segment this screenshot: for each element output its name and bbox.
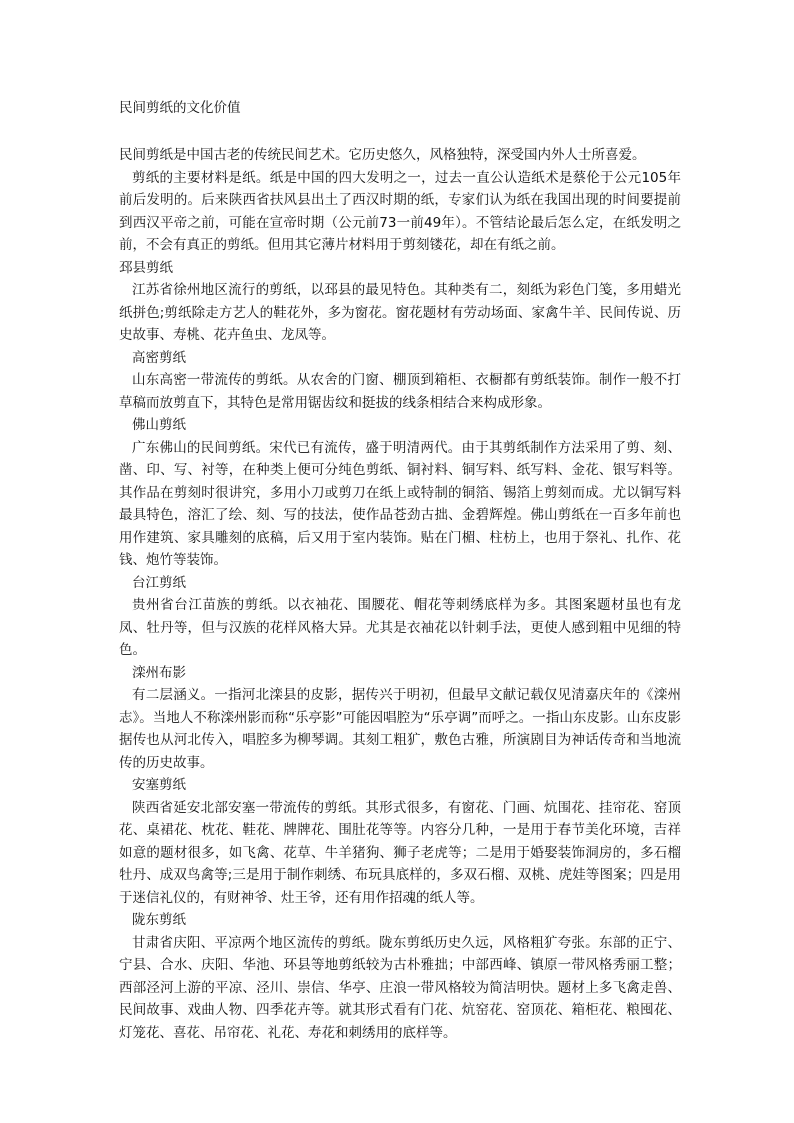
materials-paragraph: 剪纸的主要材料是纸。纸是中国的四大发明之一，过去一直公认造纸术是蔡伦于公元105年前后发明的。后来陕西省扶风县出土了西汉时期的纸，专家们认为纸在我国出现的时间要提前到西汉平帝之前，可能在宣帝时期（公元前73一前49年）。不管结论最后怎么定，在纸发明之前，不会有真正的剪纸。但用其它薄片材料用于剪刻镂花，却在有纸之前。 bbox=[119, 169, 681, 253]
section-body-gaomi: 山东高密一带流传的剪纸。从农舍的门窗、棚顶到箱柜、衣橱都有剪纸装饰。制作一般不打草稿而放剪直下，其特色是常用锯齿纹和挺拔的线条相结合来构成形象。 bbox=[119, 372, 681, 411]
section-body-pixian: 江苏省徐州地区流行的剪纸，以邳县的最见特色。其种类有二，刻纸为彩色门笺，多用蜡光纸拼色;剪纸除走方艺人的鞋花外，多为窗花。窗花题材有劳动场面、家禽牛羊、民间传说、历史故事、寿桃、花卉鱼虫、龙凤等。 bbox=[119, 282, 681, 343]
section-body-taijiang: 贵州省台江苗族的剪纸。以衣袖花、围腰花、帽花等刺绣底样为多。其图案题材虽也有龙凤、牡丹等，但与汉族的花样风格大异。尤其是衣袖花以针刺手法，更使人感到粗中见细的特色。 bbox=[119, 597, 681, 658]
section-heading-luanzhou: 滦州布影 bbox=[132, 664, 186, 681]
section-body-ansai: 陕西省延安北部安塞一带流传的剪纸。其形式很多，有窗花、门画、炕围花、挂帘花、窑顶花、桌裙花、枕花、鞋花、牌牌花、围肚花等等。内容分几种，一是用于春节美化环境，吉祥如意的题材很多，如飞禽、花草、牛羊猪狗、狮子老虎等；二是用于婚娶装饰洞房的，多石榴牡丹、成双鸟禽等;三是用于制作刺绣、布玩具底样的，多双石榴、双桃、虎娃等图案；四是用于迷信礼仪的，有财神爷、灶王爷，还有用作招魂的纸人等。 bbox=[119, 799, 681, 906]
section-body-longdong: 甘肃省庆阳、平凉两个地区流传的剪纸。陇东剪纸历史久远，风格粗犷夸张。东部的正宁、宁县、合水、庆阳、华池、环县等地剪纸较为古朴雅拙；中部西峰、镇原一带风格秀丽工整；西部泾河上游的平凉、泾川、崇信、华亭、庄浪一带风格较为简洁明快。题材上多飞禽走兽、民间故事、戏曲人物、四季花卉等。就其形式看有门花、炕窑花、窑顶花、箱柜花、粮囤花、灯笼花、喜花、吊帘花、礼花、寿花和刺绣用的底样等。 bbox=[119, 934, 681, 1041]
section-heading-pixian: 邳县剪纸 bbox=[119, 259, 173, 276]
section-heading-taijiang: 台江剪纸 bbox=[132, 574, 186, 591]
section-body-luanzhou: 有二层涵义。一指河北滦县的皮影，据传兴于明初，但最早文献记载仅见清嘉庆年的《滦州志》。当地人不称滦州影而称“乐亭影”可能因唱腔为“乐亭调”而呼之。一指山东皮影。山东皮影据传也从河北传入，唱腔多为柳琴调。其刻工粗犷，敷色古雅，所演剧目为神话传奇和当地流传的历史故事。 bbox=[119, 687, 681, 771]
section-heading-gaomi: 高密剪纸 bbox=[132, 349, 186, 366]
section-body-foshan: 广东佛山的民间剪纸。宋代已有流传，盛于明清两代。由于其剪纸制作方法采用了剪、刻、凿、印、写、衬等，在种类上便可分纯色剪纸、铜衬料、铜写料、纸写料、金花、银写料等。其作品在剪刻时很讲究，多用小刀或剪刀在纸上或特制的铜箔、锡箔上剪刻而成。尤以铜写料最具特色，溶汇了绘、刻、写的技法，使作品苍劲古拙、金碧辉煌。佛山剪纸在一百多年前也用作建筑、家具雕刻的底稿，后又用于室内装饰。贴在门楣、柱枋上，也用于祭礼、扎作、花钱、炮竹等装饰。 bbox=[119, 439, 681, 568]
document-title: 民间剪纸的文化价值 bbox=[119, 100, 241, 116]
section-heading-ansai: 安塞剪纸 bbox=[132, 777, 186, 793]
document-page bbox=[119, 98, 681, 1044]
section-heading-foshan: 佛山剪纸 bbox=[132, 417, 186, 433]
intro-paragraph: 民间剪纸是中国古老的传统民间艺术。它历史悠久，风格独特，深受国内外人士所喜爱。 bbox=[119, 147, 646, 163]
section-heading-longdong: 陇东剪纸 bbox=[132, 912, 186, 928]
